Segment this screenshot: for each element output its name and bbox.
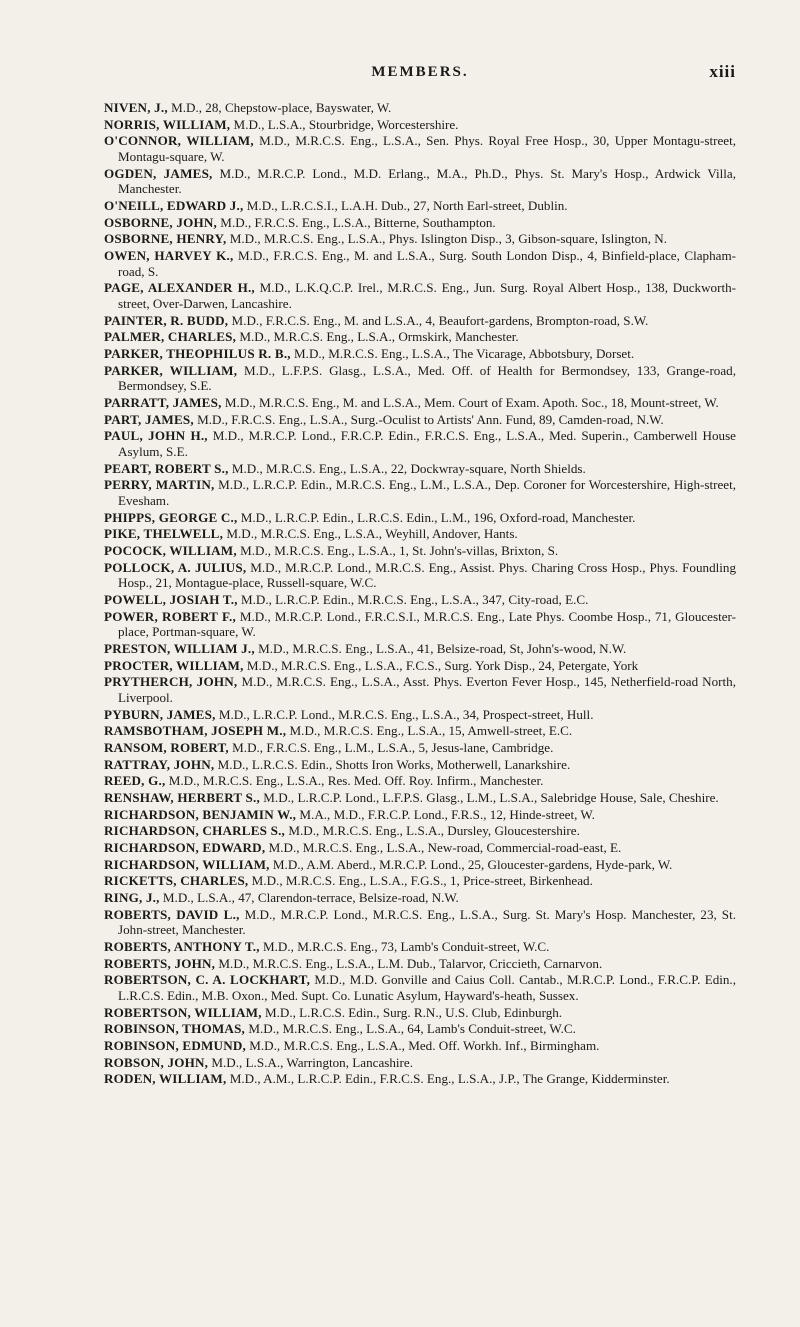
member-name: PALMER, CHARLES,	[104, 329, 237, 345]
member-name: RANSOM, ROBERT,	[104, 739, 229, 755]
member-name: ROBERTSON, C. A. LOCKHART,	[104, 972, 311, 988]
member-name: PARKER, WILLIAM,	[104, 362, 238, 378]
member-name: PROCTER, WILLIAM,	[104, 657, 244, 673]
member-details: M.D., L.F.P.S. Glasg., L.S.A., Med. Off. of Health for Bermondsey, 133, Grange-road, Bermondsey, S.E.	[118, 362, 736, 394]
member-name: OGDEN, JAMES,	[104, 165, 213, 181]
member-entry	[104, 395, 736, 411]
member-entry	[104, 857, 736, 873]
member-details: M.D., M.R.C.S. Eng., M. and L.S.A., Mem. Court of Exam. Apoth. Soc., 18, Mount-street, W.	[221, 394, 719, 410]
member-entry	[104, 1071, 736, 1087]
member-name: RICHARDSON, EDWARD,	[104, 840, 266, 855]
member-entry	[104, 592, 736, 608]
member-details: M.D., L.R.C.S. Edin., Surg. R.N., U.S. Club, Edinburgh.	[261, 1004, 563, 1020]
member-details: M.D., M.R.C.S. Eng., L.S.A., 41, Belsize-road, St, John's-wood, N.W.	[254, 640, 627, 656]
member-name: NORRIS, WILLIAM,	[104, 116, 231, 132]
member-entry	[104, 198, 736, 214]
member-name: RICHARDSON, BENJAMIN W.,	[104, 806, 297, 822]
member-details: M.D., F.R.C.S. Eng., L.S.A., Bitterne, Southampton.	[217, 214, 496, 230]
member-details: M.D., M.R.C.S. Eng., L.S.A., 1, St. John's-villas, Brixton, S.	[236, 542, 559, 558]
member-entry	[104, 346, 736, 362]
member-entry	[104, 972, 736, 1003]
member-entry	[104, 907, 736, 938]
member-name: OSBORNE, HENRY,	[104, 231, 227, 247]
member-entry	[104, 461, 736, 477]
member-entry	[104, 1038, 736, 1054]
member-entry	[104, 412, 736, 428]
member-details: M.D., M.R.C.S. Eng., L.S.A., 64, Lamb's Conduit-street, W.C.	[245, 1021, 576, 1037]
member-entry	[104, 526, 736, 542]
member-entry	[104, 723, 736, 739]
member-details: M.D., M.R.C.P. Lond., M.D. Erlang., M.A., Ph.D., Phys. St. Mary's Hosp., Ardwick Villa, Manchester.	[118, 165, 737, 197]
member-entry	[104, 807, 736, 823]
member-name: RENSHAW, HERBERT S.,	[104, 789, 260, 805]
member-entry	[104, 477, 736, 508]
member-details: M.D., M.R.C.S. Eng., L.S.A., Ormskirk, Manchester.	[236, 329, 519, 345]
member-details: M.D., M.R.C.S. Eng., L.S.A., Med. Off. Workh. Inf., Birmingham.	[245, 1038, 600, 1054]
member-entry	[104, 707, 736, 723]
member-details: M.D., L.R.C.P. Edin., L.R.C.S. Edin., L.M., 196, Oxford-road, Manchester.	[237, 509, 636, 525]
member-entry	[104, 956, 736, 972]
running-title: MEMBERS.	[371, 64, 469, 80]
member-details: M.D., M.R.C.P. Lond., F.R.C.S.I., M.R.C.S. Eng., Late Phys. Coombe Hosp., 71, Gloucester-place, Portman-square, W.	[118, 608, 736, 640]
page-number: xiii	[709, 62, 736, 81]
member-entry	[104, 280, 736, 311]
member-name: RAMSBOTHAM, JOSEPH M.,	[104, 723, 287, 739]
member-details: M.D., M.R.C.S. Eng., L.S.A., 15, Amwell-street, E.C.	[286, 723, 573, 739]
member-name: PARKER, THEOPHILUS R. B.,	[104, 345, 291, 361]
member-name: RICHARDSON, WILLIAM,	[104, 856, 270, 872]
member-details: M.D., L.R.C.P. Lond., M.R.C.S. Eng., L.S.A., 34, Prospect-street, Hull.	[215, 706, 594, 722]
member-details: M.D., M.R.C.S. Eng., L.S.A., F.C.S., Surg. York Disp., 24, Petergate, York	[243, 657, 639, 673]
member-entry	[104, 1055, 736, 1071]
member-details: M.D., L.R.C.P. Edin., M.R.C.S. Eng., L.S.A., 347, City-road, E.C.	[237, 591, 589, 607]
member-entry	[104, 740, 736, 756]
member-details: M.D., F.R.C.S. Eng., M. and L.S.A., Surg. South London Disp., 4, Binfield-place, Clapham-road, S.	[118, 248, 737, 279]
member-details: M.D., L.S.A., Warrington, Lancashire.	[208, 1054, 413, 1070]
member-name: NIVEN, J.,	[104, 100, 168, 115]
member-name: ROBINSON, THOMAS,	[104, 1021, 246, 1037]
member-details: M.D., L.S.A., Stourbridge, Worcestershire.	[230, 116, 459, 132]
member-entry	[104, 790, 736, 806]
members-list	[104, 100, 736, 1087]
member-name: PEART, ROBERT S.,	[104, 460, 229, 476]
member-entry	[104, 510, 736, 526]
member-name: POWER, ROBERT F.,	[104, 608, 236, 624]
member-details: M.D., M.R.C.S. Eng., L.S.A., New-road, Commercial-road-east, E.	[265, 840, 622, 855]
member-name: ROBERTS, DAVID L.,	[104, 906, 240, 922]
member-entry	[104, 939, 736, 955]
member-name: PART, JAMES,	[104, 411, 194, 427]
member-details: M.A., M.D., F.R.C.P. Lond., F.R.S., 12, Hinde-street, W.	[296, 806, 595, 822]
member-details: M.D., A.M., L.R.C.P. Edin., F.R.C.S. Eng., L.S.A., J.P., The Grange, Kidderminster.	[226, 1071, 670, 1087]
member-details: M.D., F.R.C.S. Eng., M. and L.S.A., 4, Beaufort-gardens, Brompton-road, S.W.	[228, 312, 649, 328]
member-name: PHIPPS, GEORGE C.,	[104, 509, 238, 525]
member-entry	[104, 329, 736, 345]
member-name: ROBERTSON, WILLIAM,	[104, 1004, 262, 1020]
member-name: PYBURN, JAMES,	[104, 706, 216, 722]
member-entry	[104, 641, 736, 657]
member-entry	[104, 363, 736, 394]
member-name: PAUL, JOHN H.,	[104, 428, 208, 444]
member-details: M.D., M.D. Gonville and Caius Coll. Cantab., M.R.C.P. Lond., F.R.C.P. Edin., L.R.C.S. Edin., M.B. Oxon., Med. Supt. Co. Lunatic Asylum, Hayward's-heath, Sussex.	[118, 972, 736, 1003]
member-entry	[104, 840, 736, 856]
member-name: O'NEILL, EDWARD J.,	[104, 197, 244, 213]
member-details: M.D., L.R.C.P. Lond., L.F.P.S. Glasg., L.M., L.S.A., Salebridge House, Sale, Cheshire.	[260, 789, 719, 805]
member-name: ROBSON, JOHN,	[104, 1054, 209, 1070]
member-details: M.D., M.R.C.P. Lond., M.R.C.S. Eng., L.S.A., Surg. St. Mary's Hosp. Manchester, 23, St. John-street, Manchester.	[118, 906, 736, 938]
member-details: M.D., L.R.C.S.I., L.A.H. Dub., 27, North Earl-street, Dublin.	[243, 197, 568, 213]
member-details: M.D., M.R.C.S. Eng., 73, Lamb's Conduit-street, W.C.	[259, 939, 550, 955]
member-details: M.D., A.M. Aberd., M.R.C.P. Lond., 25, Gloucester-gardens, Hyde-park, W.	[269, 856, 673, 872]
member-name: PAINTER, R. BUDD,	[104, 312, 229, 328]
member-details: M.D., L.R.C.S. Edin., Shotts Iron Works, Motherwell, Lanarkshire.	[214, 756, 571, 772]
member-name: PRESTON, WILLIAM J.,	[104, 640, 255, 656]
member-details: M.D., M.R.C.S. Eng., L.S.A., Res. Med. Off. Roy. Infirm., Manchester.	[165, 773, 544, 789]
member-details: M.D., M.R.C.S. Eng., L.S.A., F.G.S., 1, Price-street, Birkenhead.	[248, 873, 593, 889]
member-details: M.D., F.R.C.S. Eng., L.S.A., Surg.-Oculist to Artists' Ann. Fund, 89, Camden-road, N.W.	[193, 411, 664, 427]
member-name: RATTRAY, JOHN,	[104, 756, 215, 772]
member-entry	[104, 248, 736, 279]
member-entry	[104, 773, 736, 789]
member-entry	[104, 215, 736, 231]
member-details: M.D., M.R.C.S. Eng., L.S.A., Sen. Phys. Royal Free Hosp., 30, Upper Montagu-street, Montagu-square, W.	[118, 133, 737, 164]
member-name: POLLOCK, A. JULIUS,	[104, 559, 247, 575]
member-entry	[104, 1005, 736, 1021]
member-details: M.D., L.K.Q.C.P. Irel., M.R.C.S. Eng., Jun. Surg. Royal Albert Hosp., 138, Duckworth-street, Over-Darwen, Lancashire.	[118, 280, 737, 311]
member-details: M.D., M.R.C.S. Eng., L.S.A., Dursley, Gloucestershire.	[285, 823, 580, 839]
member-entry	[104, 100, 736, 116]
member-name: RODEN, WILLIAM,	[104, 1071, 227, 1087]
member-name: PAGE, ALEXANDER H.,	[104, 280, 255, 296]
member-entry	[104, 823, 736, 839]
member-name: O'CONNOR, WILLIAM,	[104, 133, 254, 149]
member-entry	[104, 890, 736, 906]
member-details: M.D., M.R.C.S. Eng., L.S.A., L.M. Dub., Talarvor, Criccieth, Carnarvon.	[215, 955, 603, 971]
member-details: M.D., M.R.C.S. Eng., L.S.A., Weyhill, Andover, Hants.	[223, 526, 518, 542]
member-details: M.D., M.R.C.P. Lond., F.R.C.P. Edin., F.R.C.S. Eng., L.S.A., Med. Superin., Camberwell House Asylum, S.E.	[118, 428, 736, 459]
member-entry	[104, 166, 736, 197]
member-entry	[104, 560, 736, 591]
member-entry	[104, 658, 736, 674]
member-name: PARRATT, JAMES,	[104, 394, 222, 410]
page-header	[104, 0, 736, 100]
member-name: RICHARDSON, CHARLES S.,	[104, 823, 286, 839]
member-entry	[104, 757, 736, 773]
member-entry	[104, 1021, 736, 1037]
member-name: PERRY, MARTIN,	[104, 477, 215, 493]
member-details: M.D., M.R.C.S. Eng., L.S.A., Phys. Islington Disp., 3, Gibson-square, Islington, N.	[226, 231, 667, 247]
member-name: POWELL, JOSIAH T.,	[104, 591, 238, 607]
member-entry	[104, 674, 736, 705]
member-name: ROBERTS, ANTHONY T.,	[104, 939, 260, 955]
member-name: POCOCK, WILLIAM,	[104, 542, 237, 558]
member-name: RING, J.,	[104, 890, 160, 906]
member-details: M.D., L.S.A., 47, Clarendon-terrace, Belsize-road, N.W.	[159, 890, 459, 906]
member-details: M.D., M.R.C.S. Eng., L.S.A., 22, Dockwray-square, North Shields.	[228, 460, 586, 476]
member-details: M.D., 28, Chepstow-place, Bayswater, W.	[167, 100, 392, 115]
member-name: OSBORNE, JOHN,	[104, 214, 218, 230]
member-name: PIKE, THELWELL,	[104, 526, 224, 542]
member-details: M.D., L.R.C.P. Edin., M.R.C.S. Eng., L.M., L.S.A., Dep. Coroner for Worcestershire, High-street, Evesham.	[118, 477, 736, 508]
member-name: ROBERTS, JOHN,	[104, 955, 216, 971]
member-name: PRYTHERCH, JOHN,	[104, 674, 238, 690]
member-entry	[104, 873, 736, 889]
member-name: OWEN, HARVEY K.,	[104, 248, 234, 263]
member-name: REED, G.,	[104, 773, 166, 789]
member-entry	[104, 133, 736, 164]
member-name: RICKETTS, CHARLES,	[104, 873, 249, 889]
member-entry	[104, 117, 736, 133]
member-entry	[104, 543, 736, 559]
member-details: M.D., F.R.C.S. Eng., L.M., L.S.A., 5, Jesus-lane, Cambridge.	[228, 739, 554, 755]
member-details: M.D., M.R.C.P. Lond., M.R.C.S. Eng., Assist. Phys. Charing Cross Hosp., Phys. Foundling Hosp., 21, Montague-place, Russell-square, W.C.	[118, 559, 736, 591]
member-entry	[104, 231, 736, 247]
member-details: M.D., M.R.C.S. Eng., L.S.A., Asst. Phys. Everton Fever Hosp., 145, Netherfield-road North, Liverpool.	[118, 674, 737, 705]
member-entry	[104, 313, 736, 329]
member-details: M.D., M.R.C.S. Eng., L.S.A., The Vicarage, Abbotsbury, Dorset.	[290, 345, 635, 361]
member-name: ROBINSON, EDMUND,	[104, 1038, 246, 1054]
member-entry	[104, 609, 736, 640]
member-entry	[104, 428, 736, 459]
